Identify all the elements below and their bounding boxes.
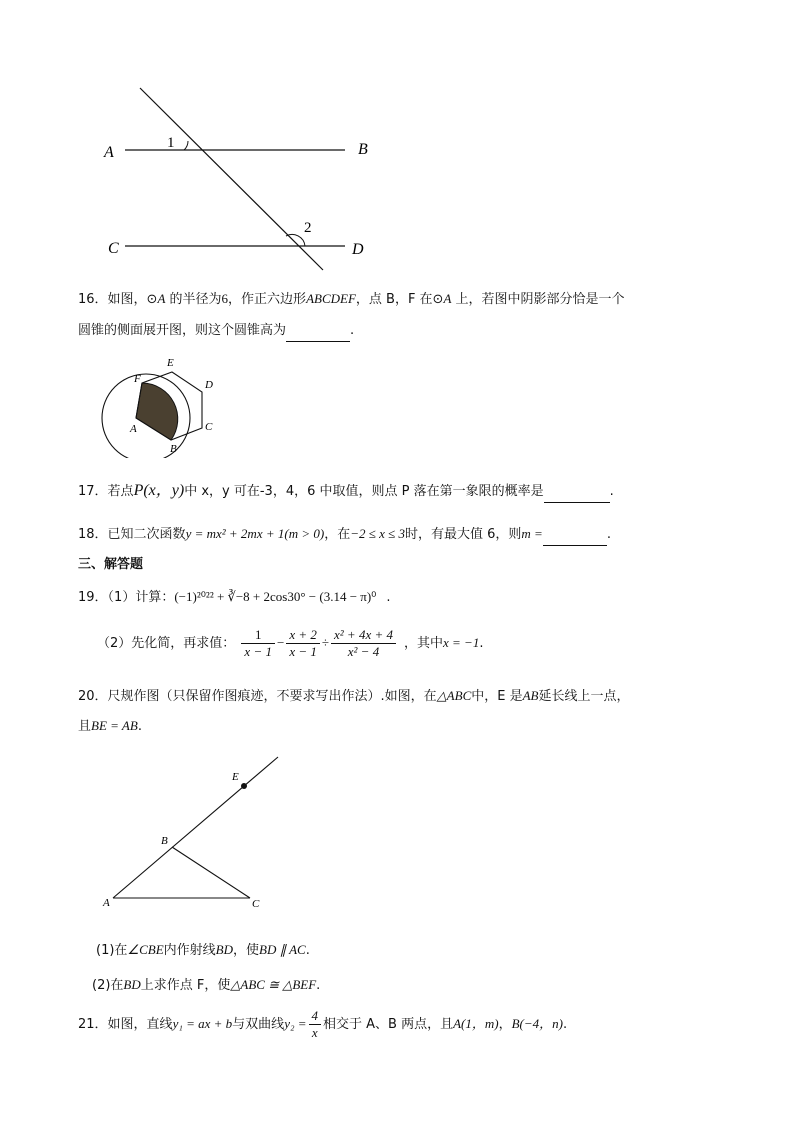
q20-s2-label: (2)在 [92,978,124,993]
q18-m: m = [521,526,543,541]
q19-f3-denominator: x² − 4 [347,644,380,659]
q16-text-1: 如图，⊙ [107,292,158,307]
q21-text-2: 与双曲线 [232,1017,285,1032]
hexagon-circle-figure [96,352,226,458]
q20-s1-ray: BD [215,942,233,957]
label-e: E [167,357,174,369]
q16-circle-a-2: A [443,291,452,306]
q20-s1-text-2: ，使 [233,943,260,958]
q19-f1-numerator: 1 [241,627,275,644]
q18-text-3: 时，有最大值 6，则 [405,527,522,542]
q18-text-2: ，在 [324,527,351,542]
q19-fraction-2 [286,627,320,660]
q19-f1-denominator: x − 1 [244,644,272,659]
q20-text-2: 中，E 是 [471,689,523,704]
section-3-heading: 三、解答题 [78,557,144,572]
q16-hexagon: ABCDEF [306,291,356,306]
label-angle-2: 2 [304,220,312,236]
q21-denominator: x [311,1025,318,1040]
q16-text-4: ，点 B，F 在⊙ [355,292,444,307]
line-ae [113,757,278,898]
q19-where: ，其中 [403,636,443,651]
q20-s1-text: 内作射线 [163,943,216,958]
q20-condition: BE = AB [91,718,138,733]
question-16-line-2 [78,321,354,342]
q17-number: 17． [78,484,108,499]
q19-fraction-1 [241,627,275,660]
q19-f3-numerator: x² + 4x + 4 [331,627,396,644]
q21-y2: y₂ = [284,1016,307,1031]
q20-triangle: △ABC [436,688,472,703]
q20-line-2-end: . [137,719,142,734]
label-c: C [108,240,119,257]
q19-minus: − [276,635,285,650]
q21-fraction [309,1008,322,1041]
q19-part-1-label: （1）计算： [107,590,175,605]
transversal-line [140,88,323,270]
q18-text-1: 已知二次函数 [107,527,186,542]
question-18 [78,524,611,546]
triangle-extension-figure [95,752,290,912]
q20-s2-text: 上求作点 F，使 [140,978,231,993]
q20-s1-end: . [305,943,310,958]
q16-text-3: ，作正六边形 [228,292,307,307]
q21-point-b: B(−4，n) [511,1016,563,1031]
q19-part-1-end: . [386,590,391,605]
q16-end: . [350,323,355,338]
q20-s2-end: . [316,978,321,993]
q21-numerator: 4 [309,1008,322,1025]
q16-answer-blank[interactable] [286,321,350,342]
q16-text-5: 上，若图中阴影部分恰是一个 [451,292,625,307]
q19-fraction-3 [331,627,396,660]
q21-point-a: A(1，m) [453,1016,499,1031]
q20-s2-ray: BD [123,977,141,992]
q18-range: −2 ≤ x ≤ 3 [350,526,406,541]
q19-x-value: x = −1 [443,635,480,650]
label-angle-1: 1 [167,135,175,151]
q20-s2-congruence: △ABC ≅ △BEF [230,977,317,992]
q19-part-2-label: （2）先化简，再求值： [97,636,236,651]
q20-s1-condition: BD ∥ AC [259,942,306,957]
q21-comma: ， [498,1017,512,1032]
label-f: F [134,373,141,385]
q16-number: 16． [78,292,108,307]
q21-number: 21． [78,1017,108,1032]
label-d: D [352,241,364,258]
q18-answer-blank[interactable] [543,525,607,546]
label-c: C [205,421,213,433]
q20-s1-label: (1)在 [96,943,128,958]
question-20-line-2 [78,716,142,737]
q21-text-3: 相交于 A、B 两点，且 [323,1017,454,1032]
q18-end: . [606,527,611,542]
label-b: B [358,141,368,158]
label-b: B [161,835,168,847]
label-e: E [232,771,239,783]
angle-1-arc [184,141,188,150]
q19-f2-numerator: x + 2 [286,627,320,644]
q17-text-2: 中 x，y 可在-3，4，6 中取值，则点 P 落在第一象限的概率是 [184,484,544,499]
q20-text-3: 延长线上一点， [538,689,630,704]
q16-text-2: 的半径为 [165,292,222,307]
q17-text-1: 若点 [107,484,134,499]
q16-text-6: 圆锥的侧面展开图，则这个圆锥高为 [78,323,287,338]
q20-s1-angle: ∠CBE [127,942,164,957]
question-17 [78,481,614,503]
question-20-subpart-1 [96,940,310,961]
q19-part-2-end: . [479,636,484,651]
q20-text-4: 且 [78,719,92,734]
q17-end: . [609,484,614,499]
q18-number: 18． [78,527,108,542]
q21-line-equation: y₁ = ax + b [172,1016,233,1031]
question-19-part-2 [97,627,483,660]
question-21 [78,1008,567,1041]
q17-point: P(x，y) [133,482,185,499]
label-c: C [252,898,260,910]
q20-text-1: 尺规作图（只保留作图痕迹，不要求写出作法）.如图，在 [107,689,437,704]
q20-ab: AB [522,688,539,703]
label-a: A [104,144,114,161]
q19-expression: (−1)²⁰²² + ∛−8 + 2cos30° − (3.14 − π)⁰ [174,589,377,604]
q19-divide: ÷ [321,635,329,650]
q19-number: 19． [78,590,108,605]
q18-function: y = mx² + 2mx + 1(m > 0) [185,526,325,541]
question-16-line-1 [78,289,625,310]
question-20-subpart-2 [92,975,320,996]
label-b: B [170,443,177,455]
question-20-line-1 [78,686,630,707]
q19-f2-denominator: x − 1 [289,644,317,659]
label-a: A [130,423,137,435]
parallel-lines-figure [100,82,380,277]
q21-end: . [562,1017,568,1032]
q16-circle-a: A [157,291,166,306]
q16-radius: 6 [221,291,229,306]
point-e [241,783,247,789]
q20-number: 20． [78,689,108,704]
q17-answer-blank[interactable] [544,482,610,503]
line-bc [172,847,250,898]
question-19-part-1 [78,587,391,608]
q21-text-1: 如图，直线 [107,1017,173,1032]
label-d: D [205,379,213,391]
label-a: A [103,897,110,909]
